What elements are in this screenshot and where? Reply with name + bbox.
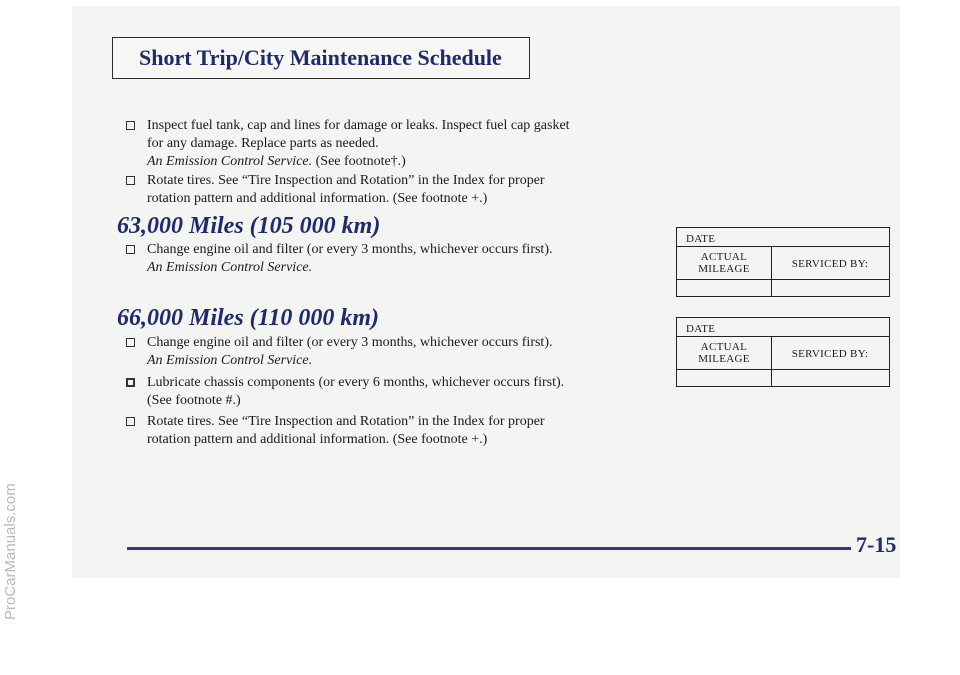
checklist-item-lubricate-chassis — [126, 374, 646, 410]
checkbox-icon[interactable] — [126, 121, 135, 130]
actual-mileage-label: ACTUAL MILEAGE — [698, 341, 750, 365]
serviced-by-label: SERVICED BY: — [791, 348, 869, 360]
checklist-item-rotate-tires — [126, 413, 646, 449]
checkbox-icon[interactable] — [126, 176, 135, 185]
checkbox-icon[interactable] — [126, 245, 135, 254]
item-text: Inspect fuel tank, cap and lines for damage or leaks. Inspect fuel cap gasket — [147, 118, 570, 133]
page-title: Short Trip/City Maintenance Schedule — [139, 45, 502, 70]
item-text: Lubricate chassis components (or every 6 months, whichever occurs first). — [147, 375, 565, 390]
item-text: Change engine oil and filter (or every 3 months, whichever occurs first). — [147, 242, 553, 257]
item-text: Rotate tires. See “Tire Inspection and Rotation” in the Index for proper — [147, 414, 545, 429]
checkbox-icon[interactable] — [126, 338, 135, 347]
checkbox-icon[interactable] — [126, 378, 135, 387]
checklist-item-oil-change — [126, 334, 646, 370]
page-number: 7-15 — [856, 532, 897, 557]
checklist-item-fuel-inspection — [126, 117, 646, 171]
schedule-title-box — [112, 37, 530, 79]
item-text: Change engine oil and filter (or every 3 months, whichever occurs first). — [147, 335, 553, 350]
date-label: DATE — [686, 233, 716, 245]
item-text: (See footnote #.) — [147, 393, 241, 408]
item-text: Rotate tires. See “Tire Inspection and Rotation” in the Index for proper — [147, 173, 545, 188]
actual-mileage-label: ACTUAL MILEAGE — [698, 251, 750, 275]
site-watermark: ProCarManuals.com — [2, 483, 19, 620]
section-heading-66000: 66,000 Miles (110 000 km) — [117, 305, 379, 331]
checklist-item-oil-change — [126, 241, 646, 277]
item-text: for any damage. Replace parts as needed. — [147, 136, 379, 151]
serviced-by-label: SERVICED BY: — [791, 258, 869, 270]
footnote-ref: (See footnote†.) — [315, 154, 406, 169]
service-record-63000 — [676, 227, 890, 297]
date-label: DATE — [686, 323, 716, 335]
emission-note: An Emission Control Service. — [147, 260, 313, 275]
footer-rule — [127, 547, 851, 550]
item-text: rotation pattern and additional information. (See footnote +.) — [147, 191, 488, 206]
item-text: rotation pattern and additional information. (See footnote +.) — [147, 432, 488, 447]
checklist-item-rotate-tires — [126, 172, 646, 208]
service-record-66000 — [676, 317, 890, 387]
emission-note: An Emission Control Service. — [147, 353, 313, 368]
checkbox-icon[interactable] — [126, 417, 135, 426]
emission-note: An Emission Control Service. — [147, 154, 313, 169]
section-heading-63000: 63,000 Miles (105 000 km) — [117, 213, 381, 239]
